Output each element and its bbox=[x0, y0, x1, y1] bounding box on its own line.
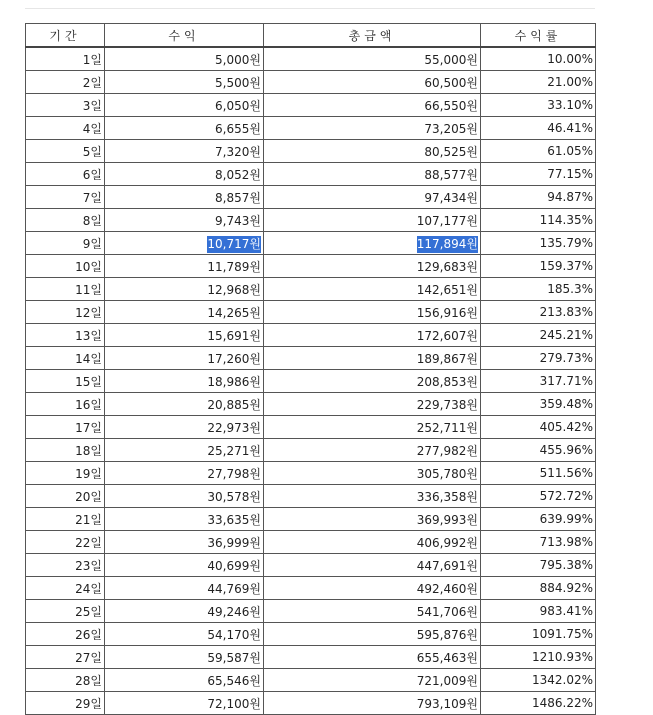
cell-total[interactable]: 305,780원 bbox=[264, 462, 481, 485]
cell-profit[interactable]: 17,260원 bbox=[105, 347, 264, 370]
cell-profit[interactable]: 6,050원 bbox=[105, 94, 264, 117]
cell-profit[interactable]: 72,100원 bbox=[105, 692, 264, 715]
cell-period[interactable]: 18일 bbox=[26, 439, 105, 462]
column-header-profit: 수익 bbox=[105, 24, 264, 48]
cell-profit[interactable]: 20,885원 bbox=[105, 393, 264, 416]
cell-profit[interactable]: 8,052원 bbox=[105, 163, 264, 186]
cell-rate[interactable]: 359.48% bbox=[481, 393, 596, 416]
cell-rate[interactable]: 61.05% bbox=[481, 140, 596, 163]
cell-period[interactable]: 26일 bbox=[26, 623, 105, 646]
cell-profit[interactable]: 11,789원 bbox=[105, 255, 264, 278]
cell-period[interactable]: 17일 bbox=[26, 416, 105, 439]
cell-period[interactable]: 4일 bbox=[26, 117, 105, 140]
cell-period[interactable]: 8일 bbox=[26, 209, 105, 232]
cell-total[interactable]: 655,463원 bbox=[264, 646, 481, 669]
table-row bbox=[26, 577, 596, 600]
cell-rate[interactable]: 455.96% bbox=[481, 439, 596, 462]
table-row bbox=[26, 301, 596, 324]
table-row bbox=[26, 163, 596, 186]
cell-total[interactable]: 336,358원 bbox=[264, 485, 481, 508]
cell-profit[interactable]: 7,320원 bbox=[105, 140, 264, 163]
cell-rate[interactable]: 279.73% bbox=[481, 347, 596, 370]
cell-profit[interactable]: 33,635원 bbox=[105, 508, 264, 531]
cell-period[interactable]: 21일 bbox=[26, 508, 105, 531]
cell-period[interactable]: 3일 bbox=[26, 94, 105, 117]
table-row bbox=[26, 117, 596, 140]
cell-rate[interactable]: 795.38% bbox=[481, 554, 596, 577]
cell-total[interactable]: 793,109원 bbox=[264, 692, 481, 715]
cell-period[interactable]: 13일 bbox=[26, 324, 105, 347]
cell-period[interactable]: 29일 bbox=[26, 692, 105, 715]
cell-period[interactable]: 25일 bbox=[26, 600, 105, 623]
cell-rate[interactable]: 639.99% bbox=[481, 508, 596, 531]
cell-total[interactable]: 107,177원 bbox=[264, 209, 481, 232]
cell-period[interactable]: 7일 bbox=[26, 186, 105, 209]
cell-profit[interactable]: 15,691원 bbox=[105, 324, 264, 347]
cell-rate[interactable]: 94.87% bbox=[481, 186, 596, 209]
cell-period[interactable]: 28일 bbox=[26, 669, 105, 692]
cell-period[interactable]: 12일 bbox=[26, 301, 105, 324]
cell-rate[interactable]: 405.42% bbox=[481, 416, 596, 439]
cell-total[interactable]: 208,853원 bbox=[264, 370, 481, 393]
table-row bbox=[26, 393, 596, 416]
cell-profit[interactable]: 9,743원 bbox=[105, 209, 264, 232]
table-row bbox=[26, 416, 596, 439]
cell-rate[interactable]: 983.41% bbox=[481, 600, 596, 623]
cell-period[interactable]: 15일 bbox=[26, 370, 105, 393]
table-row bbox=[26, 485, 596, 508]
cell-total[interactable]: 172,607원 bbox=[264, 324, 481, 347]
table-row bbox=[26, 623, 596, 646]
cell-rate[interactable]: 884.92% bbox=[481, 577, 596, 600]
cell-rate[interactable]: 317.71% bbox=[481, 370, 596, 393]
cell-profit[interactable]: 18,986원 bbox=[105, 370, 264, 393]
cell-period[interactable]: 14일 bbox=[26, 347, 105, 370]
cell-rate[interactable]: 77.15% bbox=[481, 163, 596, 186]
cell-period[interactable]: 1일 bbox=[26, 47, 105, 71]
table-row bbox=[26, 669, 596, 692]
cell-total[interactable]: 88,577원 bbox=[264, 163, 481, 186]
cell-total[interactable]: 447,691원 bbox=[264, 554, 481, 577]
cell-profit[interactable]: 5,500원 bbox=[105, 71, 264, 94]
cell-profit[interactable]: 6,655원 bbox=[105, 117, 264, 140]
cell-profit[interactable]: 27,798원 bbox=[105, 462, 264, 485]
cell-total[interactable]: 595,876원 bbox=[264, 623, 481, 646]
table-row bbox=[26, 439, 596, 462]
column-header-rate: 수익률 bbox=[481, 24, 596, 48]
column-header-total: 총금액 bbox=[264, 24, 481, 48]
table-row bbox=[26, 600, 596, 623]
cell-rate[interactable]: 135.79% bbox=[481, 232, 596, 255]
cell-rate[interactable]: 245.21% bbox=[481, 324, 596, 347]
cell-profit[interactable]: 40,699원 bbox=[105, 554, 264, 577]
table-row bbox=[26, 324, 596, 347]
cell-total[interactable]: 60,500원 bbox=[264, 71, 481, 94]
cell-rate[interactable]: 1210.93% bbox=[481, 646, 596, 669]
cell-period[interactable]: 11일 bbox=[26, 278, 105, 301]
table-row bbox=[26, 692, 596, 715]
cell-total[interactable]: 541,706원 bbox=[264, 600, 481, 623]
cell-rate[interactable]: 511.56% bbox=[481, 462, 596, 485]
cell-total[interactable]: 66,550원 bbox=[264, 94, 481, 117]
cell-profit[interactable]: 5,000원 bbox=[105, 47, 264, 71]
table-row bbox=[26, 47, 596, 71]
cell-profit[interactable]: 25,271원 bbox=[105, 439, 264, 462]
cell-total[interactable]: 369,993원 bbox=[264, 508, 481, 531]
cell-total[interactable] bbox=[264, 232, 481, 255]
cell-profit[interactable]: 65,546원 bbox=[105, 669, 264, 692]
table-row bbox=[26, 508, 596, 531]
cell-rate[interactable]: 21.00% bbox=[481, 71, 596, 94]
selected-text[interactable]: 10,717원 bbox=[207, 236, 261, 251]
cell-rate[interactable]: 114.35% bbox=[481, 209, 596, 232]
cell-profit[interactable]: 54,170원 bbox=[105, 623, 264, 646]
cell-profit[interactable]: 36,999원 bbox=[105, 531, 264, 554]
cell-profit[interactable]: 59,587원 bbox=[105, 646, 264, 669]
cell-rate[interactable]: 1091.75% bbox=[481, 623, 596, 646]
cell-rate[interactable]: 213.83% bbox=[481, 301, 596, 324]
cell-period[interactable]: 23일 bbox=[26, 554, 105, 577]
cell-total[interactable]: 492,460원 bbox=[264, 577, 481, 600]
table-row bbox=[26, 370, 596, 393]
table-row bbox=[26, 347, 596, 370]
cell-period[interactable]: 24일 bbox=[26, 577, 105, 600]
cell-profit[interactable]: 49,246원 bbox=[105, 600, 264, 623]
table-row bbox=[26, 94, 596, 117]
table-row bbox=[26, 462, 596, 485]
top-divider bbox=[25, 8, 595, 9]
cell-profit[interactable] bbox=[105, 232, 264, 255]
cell-total[interactable]: 55,000원 bbox=[264, 47, 481, 71]
cell-period[interactable]: 27일 bbox=[26, 646, 105, 669]
cell-total[interactable]: 252,711원 bbox=[264, 416, 481, 439]
cell-total[interactable]: 73,205원 bbox=[264, 117, 481, 140]
compound-interest-table bbox=[25, 23, 596, 715]
column-header-period: 기간 bbox=[26, 24, 105, 48]
table-row bbox=[26, 531, 596, 554]
selected-text[interactable]: 117,894원 bbox=[416, 236, 478, 251]
cell-rate[interactable]: 1486.22% bbox=[481, 692, 596, 715]
cell-period[interactable]: 2일 bbox=[26, 71, 105, 94]
cell-total[interactable]: 277,982원 bbox=[264, 439, 481, 462]
cell-profit[interactable]: 12,968원 bbox=[105, 278, 264, 301]
table-header-row bbox=[26, 24, 596, 48]
cell-total[interactable]: 80,525원 bbox=[264, 140, 481, 163]
table-row bbox=[26, 554, 596, 577]
cell-period[interactable]: 5일 bbox=[26, 140, 105, 163]
cell-period[interactable]: 16일 bbox=[26, 393, 105, 416]
table-row bbox=[26, 646, 596, 669]
table-row bbox=[26, 209, 596, 232]
cell-rate[interactable]: 1342.02% bbox=[481, 669, 596, 692]
cell-rate[interactable]: 159.37% bbox=[481, 255, 596, 278]
table-row bbox=[26, 278, 596, 301]
table-row bbox=[26, 140, 596, 163]
cell-period[interactable]: 20일 bbox=[26, 485, 105, 508]
table-row bbox=[26, 232, 596, 255]
cell-rate[interactable]: 572.72% bbox=[481, 485, 596, 508]
table-row bbox=[26, 255, 596, 278]
table-row bbox=[26, 71, 596, 94]
cell-total[interactable]: 156,916원 bbox=[264, 301, 481, 324]
cell-total[interactable]: 229,738원 bbox=[264, 393, 481, 416]
cell-period[interactable]: 6일 bbox=[26, 163, 105, 186]
cell-total[interactable]: 189,867원 bbox=[264, 347, 481, 370]
cell-rate[interactable]: 185.3% bbox=[481, 278, 596, 301]
cell-total[interactable]: 142,651원 bbox=[264, 278, 481, 301]
cell-total[interactable]: 721,009원 bbox=[264, 669, 481, 692]
cell-period[interactable]: 9일 bbox=[26, 232, 105, 255]
cell-total[interactable]: 406,992원 bbox=[264, 531, 481, 554]
cell-profit[interactable]: 14,265원 bbox=[105, 301, 264, 324]
cell-period[interactable]: 22일 bbox=[26, 531, 105, 554]
cell-rate[interactable]: 10.00% bbox=[481, 47, 596, 71]
table-row bbox=[26, 186, 596, 209]
cell-profit[interactable]: 44,769원 bbox=[105, 577, 264, 600]
cell-profit[interactable]: 30,578원 bbox=[105, 485, 264, 508]
cell-profit[interactable]: 8,857원 bbox=[105, 186, 264, 209]
cell-total[interactable]: 129,683원 bbox=[264, 255, 481, 278]
cell-rate[interactable]: 33.10% bbox=[481, 94, 596, 117]
cell-period[interactable]: 10일 bbox=[26, 255, 105, 278]
cell-total[interactable]: 97,434원 bbox=[264, 186, 481, 209]
cell-rate[interactable]: 713.98% bbox=[481, 531, 596, 554]
cell-period[interactable]: 19일 bbox=[26, 462, 105, 485]
cell-rate[interactable]: 46.41% bbox=[481, 117, 596, 140]
cell-profit[interactable]: 22,973원 bbox=[105, 416, 264, 439]
